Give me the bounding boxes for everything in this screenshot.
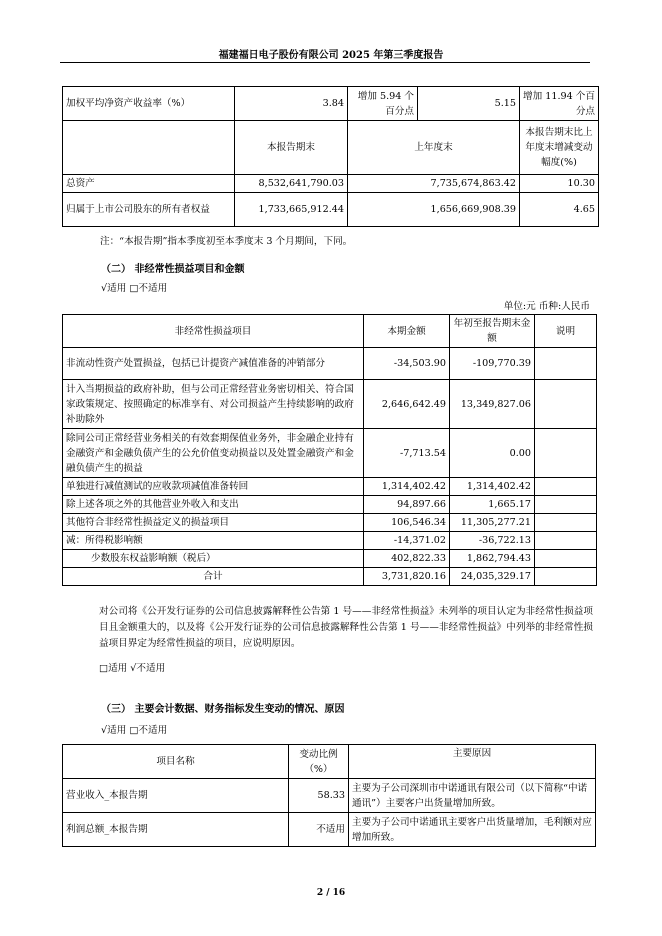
ratio-cell: 58.33 (289, 779, 349, 813)
row-change: 4.65 (520, 193, 599, 227)
row-prev: 7,735,674,863.42 (348, 175, 520, 193)
current-cell: -14,371.02 (364, 532, 450, 550)
roe-ytd: 5.15 (418, 87, 520, 121)
col-change-header: 本报告期末比上年度末增减变动幅度(%) (520, 121, 599, 175)
col-item-header: 项目名称 (63, 745, 289, 779)
current-cell: 94,897.66 (364, 496, 450, 514)
remark-cell (535, 550, 597, 568)
row-label: 总资产 (63, 175, 235, 193)
table-header-row (63, 745, 596, 779)
col-ratio-header: 变动比例（%） (289, 745, 349, 779)
footnote: 注：“本报告期”指本季度初至本季度末 3 个月期间，下同。 (100, 236, 353, 247)
roe-change-current: 增加 5.94 个百分点 (348, 87, 418, 121)
item-cell: 其他符合非经常性损益定义的损益项目 (63, 514, 364, 532)
roe-change-ytd: 增加 11.94 个百分点 (520, 87, 599, 121)
table-row (63, 175, 599, 193)
remark-cell (535, 496, 597, 514)
current-cell: -7,713.54 (364, 429, 450, 478)
ytd-cell: 0.00 (450, 429, 535, 478)
current-cell: 106,546.34 (364, 514, 450, 532)
table-row (63, 193, 599, 227)
ytd-cell: -109,770.39 (450, 348, 535, 380)
row-current: 1,733,665,912.44 (235, 193, 348, 227)
table-row (63, 478, 597, 496)
ytd-cell: 13,349,827.06 (450, 380, 535, 429)
table-header-row (63, 121, 599, 175)
item-cell: 非流动性资产处置损益，包括已计提资产减值准备的冲销部分 (63, 348, 364, 380)
remark-cell (535, 348, 597, 380)
table-row (63, 813, 596, 847)
section3-title: （三） 主要会计数据、财务指标发生变动的情况、原因 (101, 704, 345, 715)
table-header-row (63, 315, 597, 348)
col-current-header: 本期金额 (364, 315, 450, 348)
key-financials-table (62, 86, 599, 227)
table-row (63, 380, 597, 429)
col-reason-header: 主要原因 (349, 745, 596, 779)
section3-applicable: √适用 □不适用 (101, 725, 168, 736)
col-item-header: 非经常性损益项目 (63, 315, 364, 348)
remark-cell (535, 429, 597, 478)
ratio-cell: 不适用 (289, 813, 349, 847)
row-prev: 1,656,669,908.39 (348, 193, 520, 227)
ytd-cell: 1,862,794.43 (450, 550, 535, 568)
blank-cell (63, 121, 235, 175)
total-ytd: 24,035,329.17 (450, 568, 535, 586)
item-cell: 减：所得税影响额 (63, 532, 364, 550)
roe-current: 3.84 (235, 87, 348, 121)
unit-label: 单位:元 币种:人民币 (503, 301, 590, 312)
section2-title: （二） 非经常性损益项目和金额 (101, 264, 245, 275)
table-row (63, 779, 596, 813)
table-row (63, 348, 597, 380)
remark-cell (535, 380, 597, 429)
col-remark-header: 说明 (535, 315, 597, 348)
row-label: 归属于上市公司股东的所有者权益 (63, 193, 235, 227)
row-current: 8,532,641,790.03 (235, 175, 348, 193)
non-recurring-table (62, 314, 597, 586)
roe-label: 加权平均净资产收益率（%） (63, 87, 235, 121)
table-row (63, 496, 597, 514)
current-cell: 402,822.33 (364, 550, 450, 568)
ytd-cell: 11,305,277.21 (450, 514, 535, 532)
ytd-cell: -36,722.13 (450, 532, 535, 550)
explain-applicable: □适用 √不适用 (99, 663, 166, 674)
current-cell: 1,314,402.42 (364, 478, 450, 496)
header-divider (60, 62, 590, 63)
remark-cell (535, 514, 597, 532)
row-change: 10.30 (520, 175, 599, 193)
item-cell: 除同公司正常经营业务相关的有效套期保值业务外，非金融企业持有金融资产和金融负债产生的公允价值变动损益以及处置金融资产和金融负债产生的损益 (63, 429, 364, 478)
remark-cell (535, 478, 597, 496)
changes-table (62, 744, 596, 847)
table-row (63, 532, 597, 550)
reason-cell: 主要为子公司深圳市中诺通讯有限公司（以下简称“中诺通讯”）主要客户出货量增加所致。 (349, 779, 596, 813)
item-cell: 利润总额_本报告期 (63, 813, 289, 847)
col-prev-header: 上年度末 (348, 121, 520, 175)
total-current: 3,731,820.16 (364, 568, 450, 586)
current-cell: -34,503.90 (364, 348, 450, 380)
item-cell: 营业收入_本报告期 (63, 779, 289, 813)
table-row (63, 550, 597, 568)
table-total-row (63, 568, 597, 586)
item-cell: 计入当期损益的政府补助，但与公司正常经营业务密切相关、符合国家政策规定、按照确定的标准享有、对公司损益产生持续影响的政府补助除外 (63, 380, 364, 429)
table-row (63, 429, 597, 478)
explain-paragraph: 对公司将《公开发行证券的公司信息披露解释性公告第 1 号——非经常性损益》未列举的项目认定为非经常性损益项目且金额重大的，以及将《公开发行证券的公司信息披露解释性公告第 1 号——非经常性损益》中列举的非经常性损益项目界定为经常性损益的项目，应说明原因。 (99, 606, 593, 649)
page-number: 2 / 16 (316, 888, 346, 898)
section2-applicable: √适用 □不适用 (101, 283, 168, 294)
total-label: 合计 (63, 568, 364, 586)
col-current-header: 本报告期末 (235, 121, 348, 175)
item-cell: 除上述各项之外的其他营业外收入和支出 (63, 496, 364, 514)
reason-cell: 主要为子公司中诺通讯主要客户出货量增加，毛利额对应增加所致。 (349, 813, 596, 847)
page-header-title: 福建福日电子股份有限公司 2025 年第三季度报告 (218, 50, 444, 61)
current-cell: 2,646,642.49 (364, 380, 450, 429)
ytd-cell: 1,314,402.42 (450, 478, 535, 496)
ytd-cell: 1,665.17 (450, 496, 535, 514)
item-cell: 单独进行减值测试的应收款项减值准备转回 (63, 478, 364, 496)
table-row (63, 514, 597, 532)
table-row (63, 87, 599, 121)
remark-cell (535, 532, 597, 550)
item-cell: 少数股东权益影响额（税后） (63, 550, 364, 568)
col-ytd-header: 年初至报告期末金额 (450, 315, 535, 348)
remark-cell (535, 568, 597, 586)
